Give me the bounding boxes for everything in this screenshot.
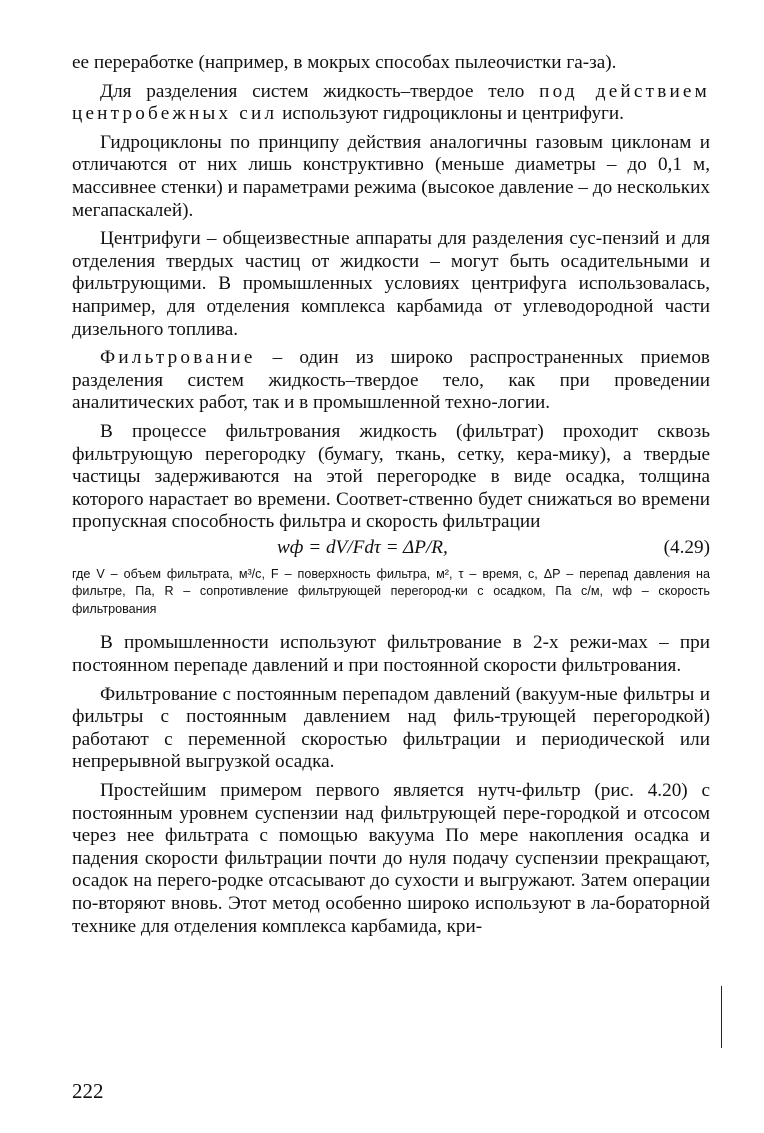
margin-line xyxy=(721,986,722,1048)
paragraph-8: Фильтрование с постоянным перепадом давлений (вакуум-ные фильтры и фильтры с постоянным давлением над филь-трующей перегородкой) работают с переменной скоростью фильтрации и периодической или непрерывной выгрузкой осадка. xyxy=(72,683,710,773)
page-number: 222 xyxy=(72,1079,104,1103)
paragraph-3: Гидроциклоны по принципу действия аналогичны газовым циклонам и отличаются от них лишь конструктивно (меньше диаметры – до 0,1 м, массивнее стенки) и параметрами режима (высокое давление – до нескольких мегапаскалей). xyxy=(72,131,710,221)
paragraph-6: В процессе фильтрования жидкость (фильтрат) проходит сквозь фильтрующую перегородку (бумагу, ткань, сетку, кера-мику), а твердые частицы задерживаются на этой перегородке в виде осадка, толщина которого нарастает во времени. Соответ-ственно будет снижаться во времени пропускная способность фильтра и скорость фильтрации xyxy=(72,420,710,533)
paragraph-4: Центрифуги – общеизвестные аппараты для разделения сус-пензий и для отделения твердых частиц от жидкости – могут быть осадительными и фильтрующими. В промышленных условиях центрифуга использовалась, например, для отделения комплекса карбамида от углеводородной части дизельного топлива. xyxy=(72,228,710,340)
spaced-term-filtration: Фильтрование xyxy=(100,347,256,369)
paragraph-2-end: используют гидроциклоны и центрифуги. xyxy=(277,103,624,125)
formula-4-29 xyxy=(72,536,710,562)
paragraph-1: ее переработке (например, в мокрых способах пылеочистки га-за). xyxy=(72,52,617,73)
formula-legend: где V – объем фильтрата, м³/с, F – поверхность фильтра, м², τ – время, с, ΔP – перепад давления на фильтре, Па, R – сопротивление фильтрующей перегород-ки с осадком, Па с/м, wф – скорость фильтрования xyxy=(72,566,710,616)
paragraph-2-start: Для разделения систем жидкость–твердое тело xyxy=(100,80,540,102)
formula-expression: wф = dV/Fdτ = ΔP/R, xyxy=(277,536,448,558)
paragraph-7: В промышленности используют фильтрование в 2-х режи-мах – при постоянном перепаде давлений и при постоянной скорости фильтрования. xyxy=(72,632,710,676)
paragraph-2 xyxy=(72,81,710,126)
paragraph-5-rest: – один из широко распространенных приемов разделения систем жидкость–твердое тело, как при проведении аналитических работ, так и в промышленной техно-логии. xyxy=(72,347,710,414)
paragraph-5 xyxy=(72,347,710,415)
formula-number: (4.29) xyxy=(663,536,710,558)
paragraph-9: Простейшим примером первого является нутч-фильтр (рис. 4.20) с постоянным уровнем суспензии над фильтрующей пере-городкой и отсосом через нее фильтрата с помощью вакуума По мере накопления осадка и падения скорости фильтрации почти до нуля подачу суспензии прекращают, осадок на перего-родке отсасывают до сухости и выгружают. Затем операции по-вторяют вновь. Этот метод особенно широко используют в ла-бораторной технике для отделения комплекса карбамида, кри- xyxy=(72,779,710,937)
spaced-phrase-centrifugal: под действием центробежных сил xyxy=(72,80,710,125)
